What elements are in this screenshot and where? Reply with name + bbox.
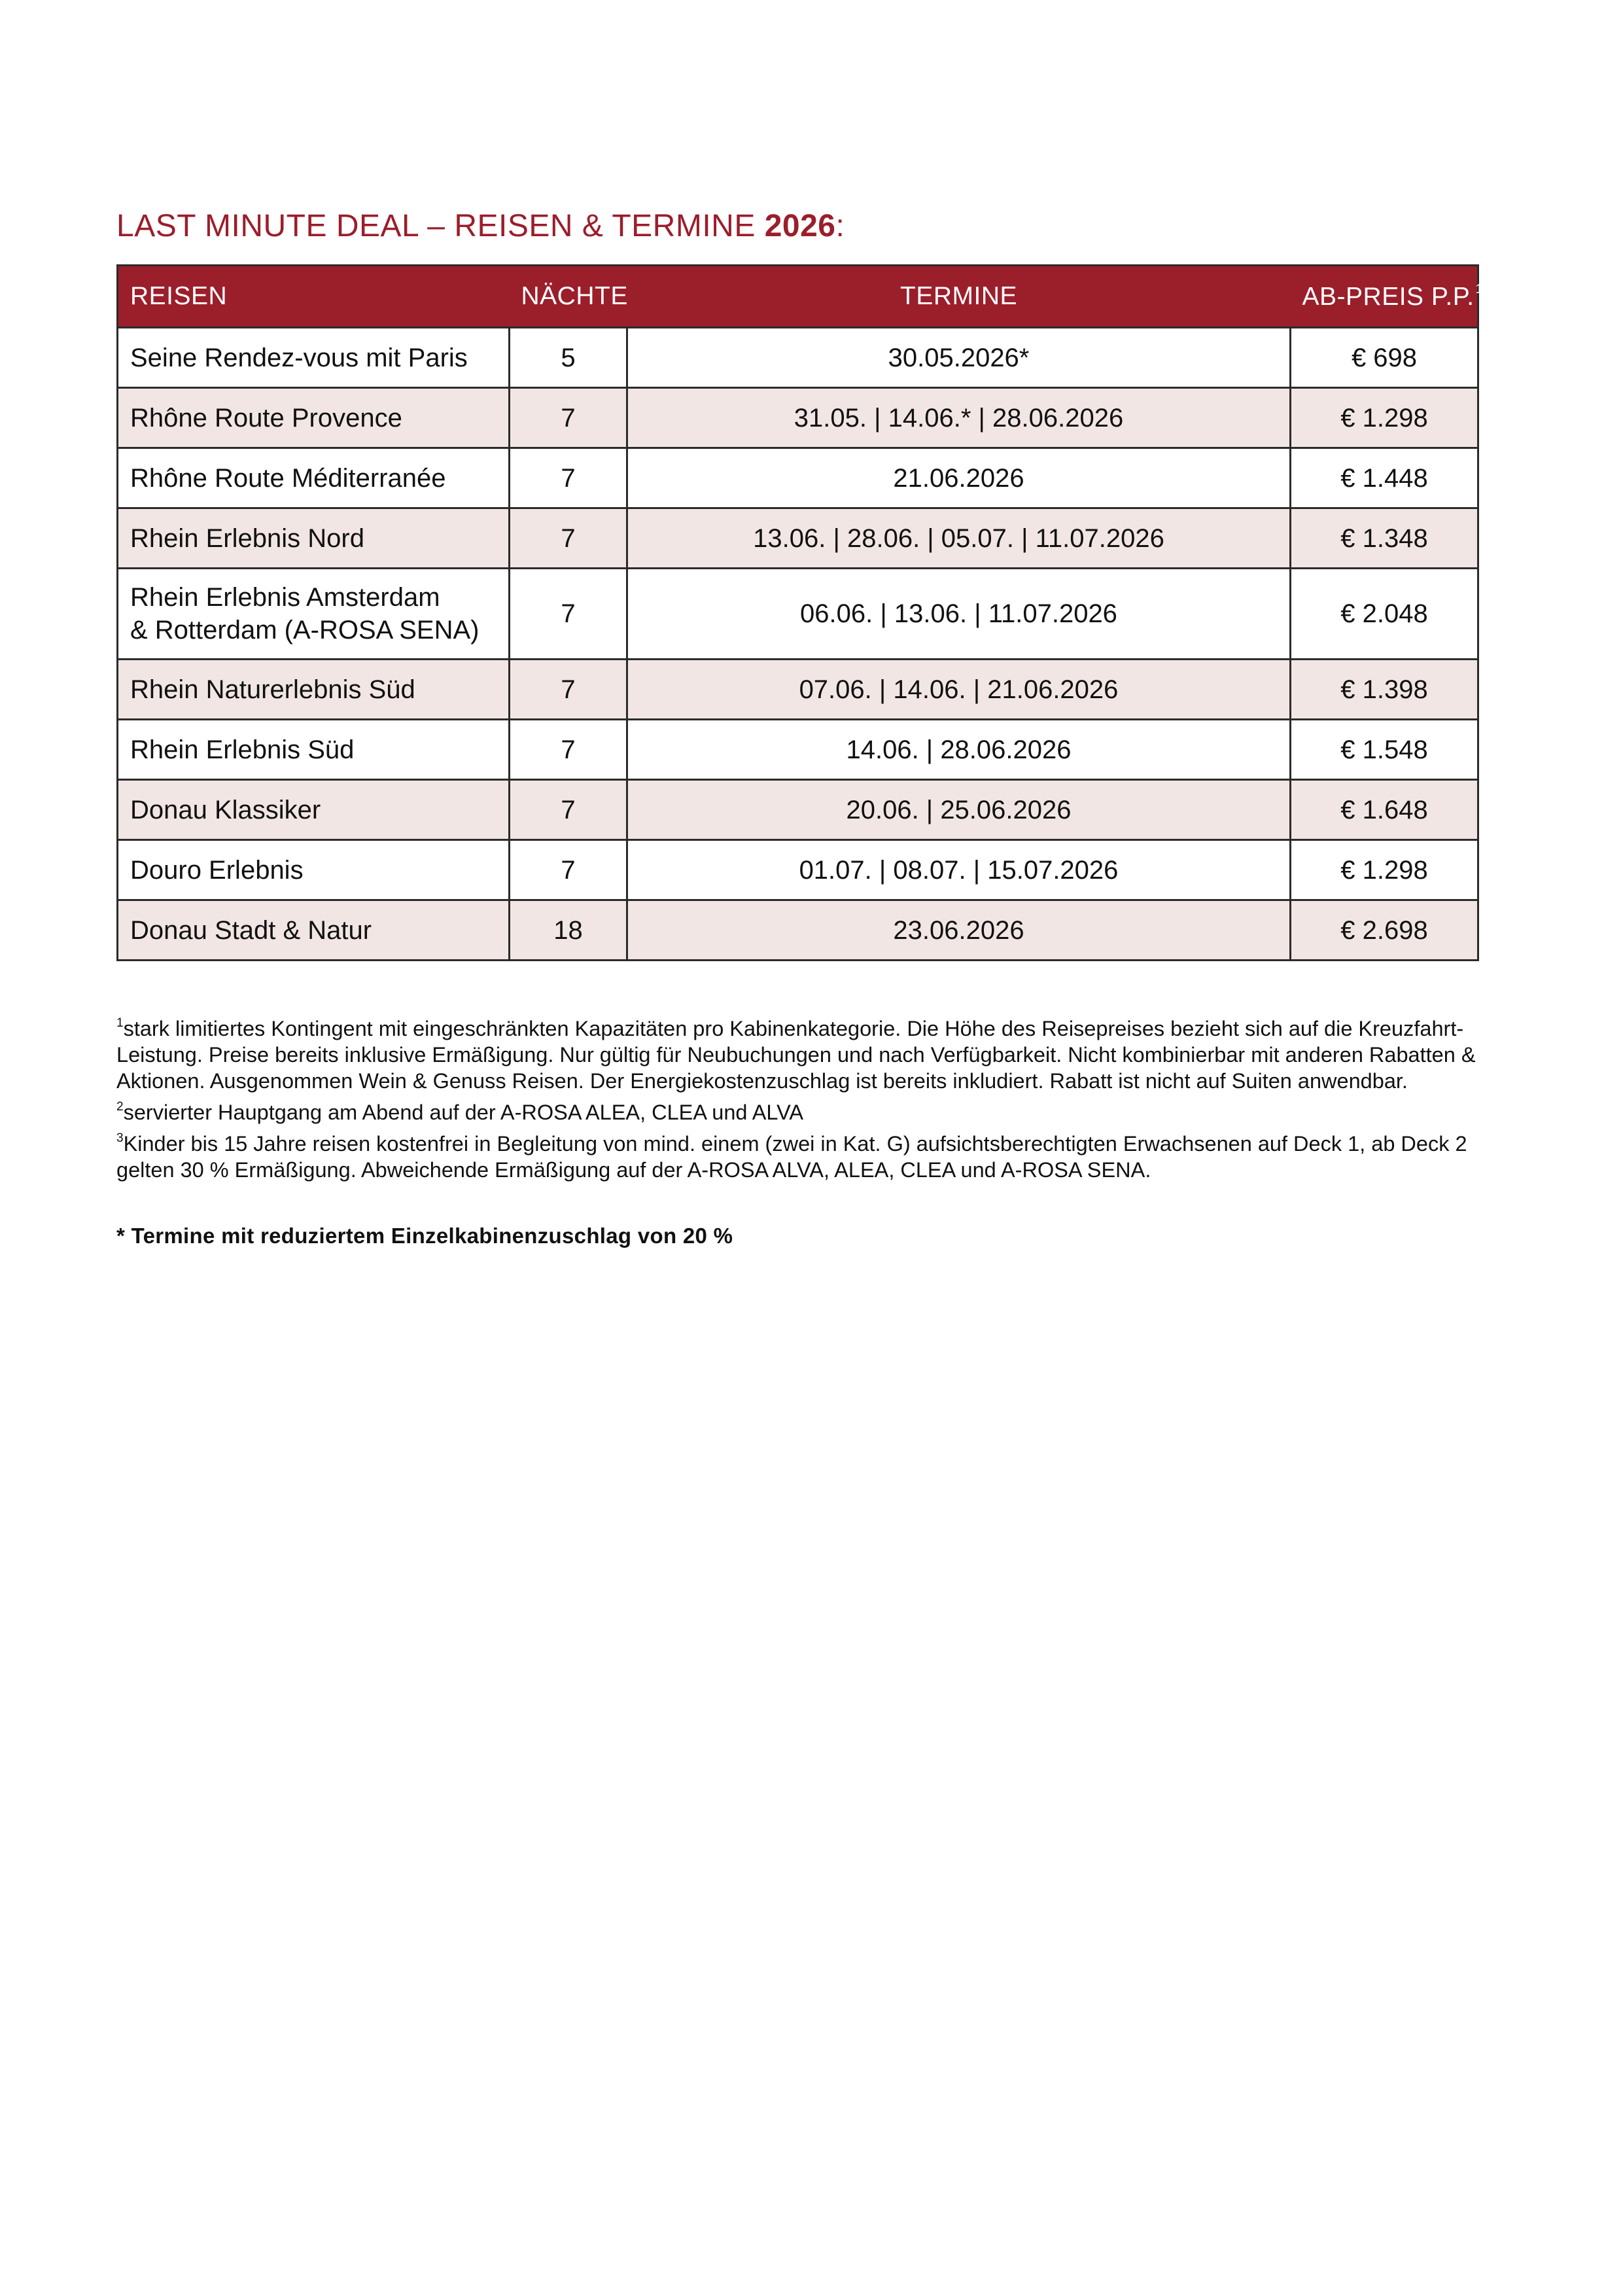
cell-trip: Rhône Route Méditerranée [118, 448, 510, 508]
cell-dates: 31.05. | 14.06.* | 28.06.2026 [627, 388, 1291, 448]
table-header [118, 266, 1484, 328]
footnote-mark: 2 [116, 1100, 124, 1114]
footnote-1 [116, 1010, 1484, 1094]
cell-nights: 7 [510, 448, 627, 508]
footnote-mark: 3 [116, 1131, 124, 1145]
cell-price: € 2.048 [1291, 569, 1478, 660]
trips-table [116, 264, 1484, 961]
cell-trip: Rhein Erlebnis Süd [118, 720, 510, 780]
footnote-text: Kinder bis 15 Jahre reisen kostenfrei in Begleitung von mind. einem (zwei in Kat. G) aufsichtsberechtigten Erwachsenen auf Deck 1, ab Deck 2 gelten 30 % Ermäßigung. Abweichende Ermäßigung auf der A-ROSA ALVA, ALEA, CLEA und A-ROSA SENA. [116, 1132, 1467, 1182]
column-header-trip: REISEN [118, 266, 510, 328]
cell-trip: Rhein Naturerlebnis Süd [118, 660, 510, 720]
cell-dates: 20.06. | 25.06.2026 [627, 780, 1291, 840]
cell-trip: Donau Stadt & Natur [118, 900, 510, 961]
page-title [116, 208, 845, 244]
table-row [118, 328, 1478, 388]
cell-dates: 14.06. | 28.06.2026 [627, 720, 1291, 780]
header-row [118, 266, 1478, 328]
cell-trip: Donau Klassiker [118, 780, 510, 840]
cell-price: € 2.698 [1291, 900, 1478, 961]
star-note: * Termine mit reduziertem Einzelkabinenzuschlag von 20 % [116, 1224, 733, 1248]
table-row [118, 508, 1478, 569]
column-header-price-label: AB-PREIS P.P. [1302, 282, 1475, 311]
table-row [118, 388, 1478, 448]
footnotes [116, 1010, 1484, 1183]
title-year: 2026 [764, 209, 836, 243]
cell-trip: Rhône Route Provence [118, 388, 510, 448]
cell-price: € 1.448 [1291, 448, 1478, 508]
table-row [118, 448, 1478, 508]
cell-trip: Rhein Erlebnis Nord [118, 508, 510, 569]
table-row [118, 720, 1478, 780]
cell-nights: 7 [510, 840, 627, 900]
cell-dates: 21.06.2026 [627, 448, 1291, 508]
table-row [118, 660, 1478, 720]
title-suffix: : [835, 209, 845, 243]
cell-nights: 18 [510, 900, 627, 961]
cell-nights: 7 [510, 720, 627, 780]
cell-trip: Seine Rendez-vous mit Paris [118, 328, 510, 388]
cell-nights: 5 [510, 328, 627, 388]
cell-nights: 7 [510, 569, 627, 660]
cell-price: € 1.548 [1291, 720, 1478, 780]
footnote-3 [116, 1125, 1484, 1183]
cell-price: € 1.298 [1291, 388, 1478, 448]
table-row [118, 900, 1478, 961]
cell-trip: Douro Erlebnis [118, 840, 510, 900]
title-prefix: LAST MINUTE DEAL – REISEN & TERMINE [116, 209, 765, 243]
footnote-mark: 1 [116, 1016, 124, 1030]
footnote-text: stark limitiertes Kontingent mit eingeschränkten Kapazitäten pro Kabinenkategorie. Die Höhe des Reisepreises bezieht sich auf die Kreuzfahrt-Leistung. Preise bereits inklusive Ermäßigung. Nur gültig für Neubuchungen und nach Verfügbarkeit. Nicht kombinierbar mit anderen Rabatten & Aktionen. Ausgenommen Wein & Genuss Reisen. Der Energiekostenzuschlag ist bereits inkludiert. Rabatt ist nicht auf Suiten anwendbar. [116, 1017, 1476, 1093]
price-footnote-mark: 1 [1475, 281, 1484, 296]
cell-nights: 7 [510, 780, 627, 840]
table-body [118, 328, 1478, 961]
cell-dates: 23.06.2026 [627, 900, 1291, 961]
cell-dates: 01.07. | 08.07. | 15.07.2026 [627, 840, 1291, 900]
cell-dates: 06.06. | 13.06. | 11.07.2026 [627, 569, 1291, 660]
column-header-nights: NÄCHTE [510, 266, 627, 328]
cell-price: € 1.298 [1291, 840, 1478, 900]
footnote-text: servierter Hauptgang am Abend auf der A-ROSA ALEA, CLEA und ALVA [123, 1101, 804, 1124]
cell-nights: 7 [510, 388, 627, 448]
cell-price: € 1.348 [1291, 508, 1478, 569]
cell-nights: 7 [510, 660, 627, 720]
cell-nights: 7 [510, 508, 627, 569]
cell-price: € 1.398 [1291, 660, 1478, 720]
table-row [118, 840, 1478, 900]
cell-price: € 698 [1291, 328, 1478, 388]
table-row [118, 569, 1478, 660]
column-header-dates: TERMINE [627, 266, 1291, 328]
cell-dates: 07.06. | 14.06. | 21.06.2026 [627, 660, 1291, 720]
cell-trip: Rhein Erlebnis Amsterdam & Rotterdam (A-ROSA SENA) [118, 569, 510, 660]
table-row [118, 780, 1478, 840]
cell-dates: 30.05.2026* [627, 328, 1291, 388]
footnote-2 [116, 1094, 1484, 1125]
cell-dates: 13.06. | 28.06. | 05.07. | 11.07.2026 [627, 508, 1291, 569]
cell-price: € 1.648 [1291, 780, 1478, 840]
column-header-price [1291, 266, 1484, 328]
